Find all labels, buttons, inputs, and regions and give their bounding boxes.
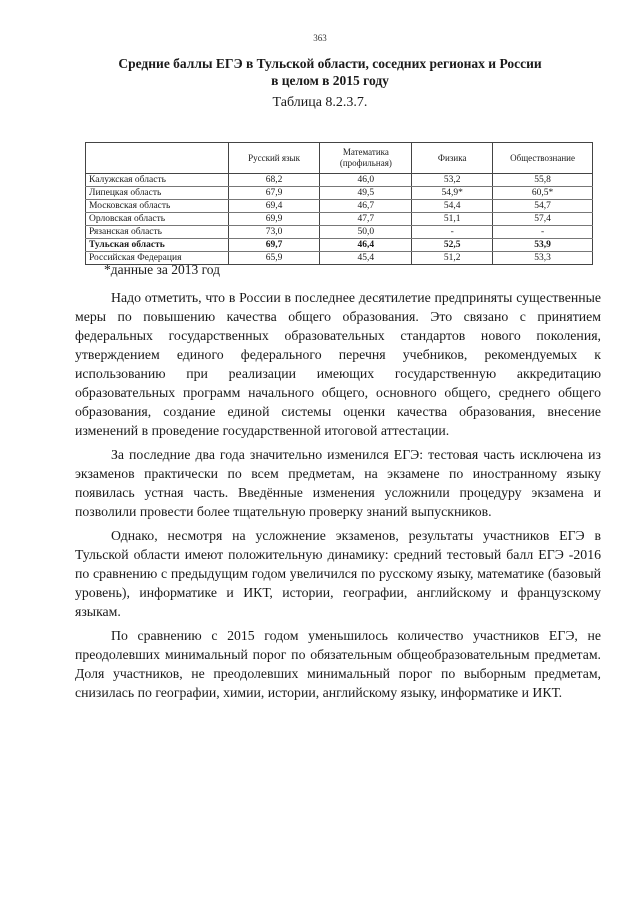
score-cell: 51,1 bbox=[412, 213, 493, 226]
score-cell: 57,4 bbox=[493, 213, 593, 226]
title-line-1: Средние баллы ЕГЭ в Тульской области, соседних регионах и России bbox=[118, 56, 542, 71]
score-cell: 55,8 bbox=[493, 174, 593, 187]
score-cell: 69,4 bbox=[228, 200, 320, 213]
header-cell: Русский язык bbox=[228, 143, 320, 174]
table-row bbox=[86, 187, 593, 200]
paragraph: За последние два года значительно изменился ЕГЭ: тестовая часть исключена из экзаменов практически по всем предметам, на экзамене по иностранному языку появилась устная часть. Введённые изменения усложнили процедуру экзамена и позволили провести более тщательную проверку знаний выпускников. bbox=[75, 447, 601, 519]
score-cell: 68,2 bbox=[228, 174, 320, 187]
score-cell: - bbox=[493, 226, 593, 239]
score-cell: 67,9 bbox=[228, 187, 320, 200]
table-row bbox=[86, 226, 593, 239]
score-cell: 54,7 bbox=[493, 200, 593, 213]
region-cell: Московская область bbox=[86, 200, 229, 213]
table-row bbox=[86, 213, 593, 226]
score-cell: 73,0 bbox=[228, 226, 320, 239]
score-cell: 60,5* bbox=[493, 187, 593, 200]
table-header-row bbox=[86, 143, 593, 174]
document-title bbox=[60, 55, 600, 89]
table-row bbox=[86, 239, 593, 252]
score-cell: 54,4 bbox=[412, 200, 493, 213]
score-cell: 45,4 bbox=[320, 252, 412, 265]
region-cell: Рязанская область bbox=[86, 226, 229, 239]
table-footnote: *данные за 2013 год bbox=[104, 262, 221, 277]
table-row bbox=[86, 200, 593, 213]
title-line-2: в целом в 2015 году bbox=[271, 73, 389, 88]
paragraph: Надо отметить, что в России в последнее десятилетие предприняты существенные меры по повышению качества общего образования. Это связано с принятием федеральных государственных образовательных стандартов нового поколения, утверждением единого федерального перечня учебников, рекомендуемых к использованию при реализации имеющих государственную аккредитацию образовательных программ начального общего, основного общего, среднего общего образования, создание единой системы оценки качества образования, внесение изменений в проведение государственной итоговой аттестации. bbox=[75, 290, 601, 438]
exam-scores-table bbox=[85, 142, 593, 265]
score-cell: - bbox=[412, 226, 493, 239]
header-cell: Обществознание bbox=[493, 143, 593, 174]
table-body bbox=[86, 174, 593, 265]
score-cell: 46,0 bbox=[320, 174, 412, 187]
region-cell: Тульская область bbox=[86, 239, 229, 252]
region-cell: Калужская область bbox=[86, 174, 229, 187]
body-text bbox=[75, 288, 601, 707]
header-cell: Математика (профильная) bbox=[320, 143, 412, 174]
header-cell: Физика bbox=[412, 143, 493, 174]
score-cell: 53,2 bbox=[412, 174, 493, 187]
page-number: 363 bbox=[313, 33, 327, 43]
score-cell: 54,9* bbox=[412, 187, 493, 200]
region-cell: Липецкая область bbox=[86, 187, 229, 200]
score-cell: 47,7 bbox=[320, 213, 412, 226]
paragraph: По сравнению с 2015 годом уменьшилось количество участников ЕГЭ, не преодолевших минимальный порог по обязательным общеобразовательным предметам. Доля участников, не преодолевших минимальный порог по выборным предметам, снизилась по географии, химии, истории, английскому языку, информатике и ИКТ. bbox=[75, 628, 601, 700]
score-cell: 46,4 bbox=[320, 239, 412, 252]
score-cell: 69,7 bbox=[228, 239, 320, 252]
score-cell: 53,3 bbox=[493, 252, 593, 265]
score-cell: 65,9 bbox=[228, 252, 320, 265]
score-cell: 49,5 bbox=[320, 187, 412, 200]
region-cell: Российская Федерация bbox=[86, 252, 229, 265]
table-row bbox=[86, 174, 593, 187]
score-cell: 51,2 bbox=[412, 252, 493, 265]
score-cell: 69,9 bbox=[228, 213, 320, 226]
score-cell: 52,5 bbox=[412, 239, 493, 252]
table-caption: Таблица 8.2.3.7. bbox=[272, 95, 368, 110]
score-cell: 50,0 bbox=[320, 226, 412, 239]
score-cell: 53,9 bbox=[493, 239, 593, 252]
region-cell: Орловская область bbox=[86, 213, 229, 226]
header-cell bbox=[86, 143, 229, 174]
paragraph: Однако, несмотря на усложнение экзаменов, результаты участников ЕГЭ в Тульской области имеют положительную динамику: средний тестовый балл ЕГЭ -2016 по сравнению с предыдущим годом увеличился по русскому языку, математике (базовый уровень), информатике и ИКТ, истории, географии, английскому и французскому языкам. bbox=[75, 528, 601, 619]
score-cell: 46,7 bbox=[320, 200, 412, 213]
